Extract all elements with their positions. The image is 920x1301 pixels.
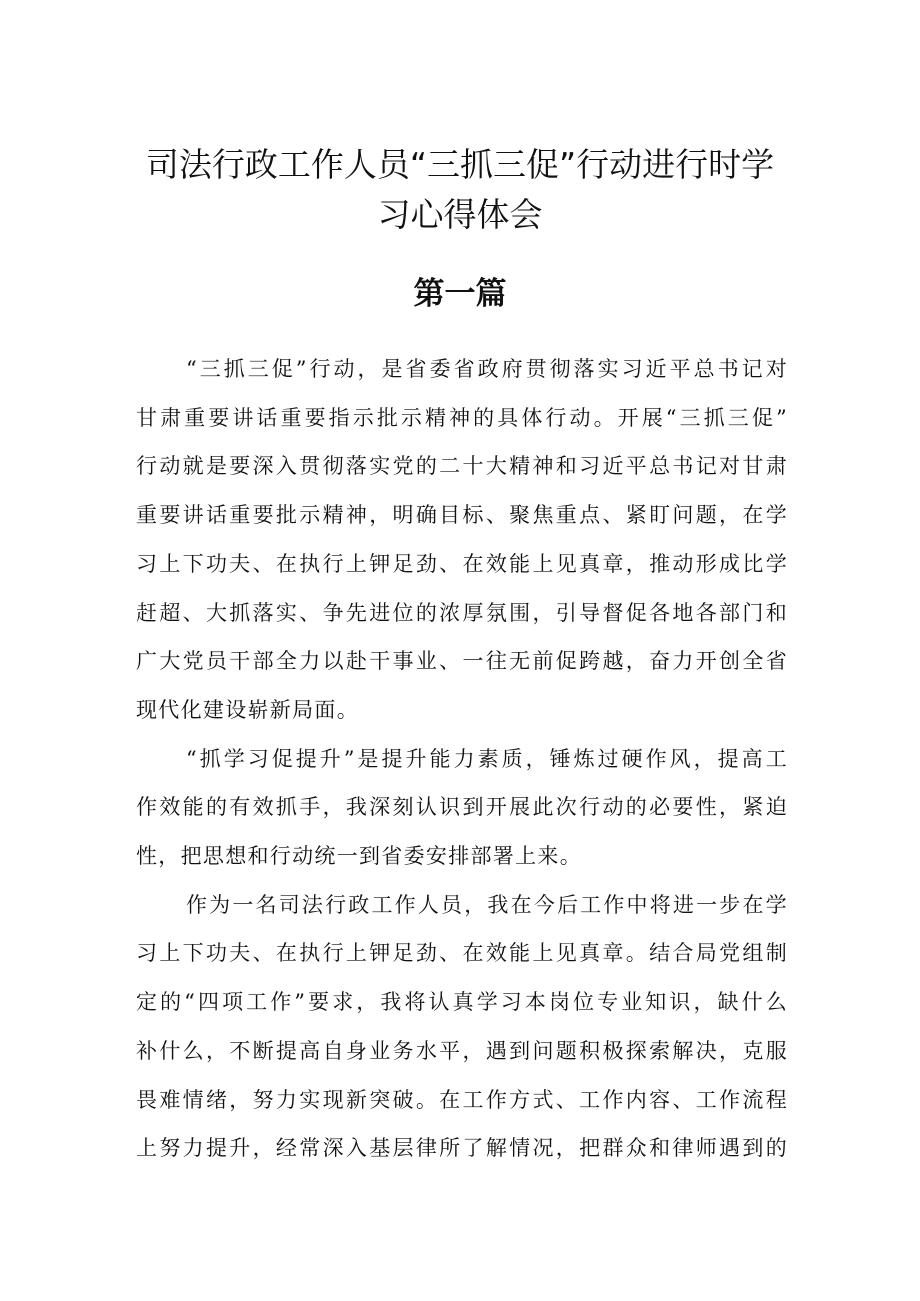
text-line: 上努力提升，经常深入基层律所了解情况，把群众和律师遇到的 — [136, 1136, 788, 1161]
section-heading: 第一篇 — [413, 276, 507, 312]
document-title — [130, 140, 790, 240]
text-line: 畏难情绪，努力实现新突破。在工作方式、工作内容、工作流程 — [136, 1087, 788, 1112]
title-line-1: 司法行政工作人员“三抓三促”行动进行时学 — [145, 145, 775, 184]
paragraph — [136, 881, 788, 1173]
text-line: 甘肃重要讲话重要指示批示精神的具体行动。开展“三抓三促” — [136, 405, 788, 430]
text-line: 广大党员干部全力以赴干事业、一往无前促跨越，奋力开创全省 — [136, 649, 788, 674]
text-line: 补什么，不断提高自身业务水平，遇到问题积极探索解决，克服 — [136, 1038, 788, 1063]
text-line: 现代化建设崭新局面。 — [136, 697, 359, 722]
paragraph — [136, 345, 788, 735]
document-body — [136, 345, 788, 1173]
text-line: 重要讲话重要批示精神，明确目标、聚焦重点、紧盯问题，在学 — [136, 503, 788, 528]
text-line: 行动就是要深入贯彻落实党的二十大精神和习近平总书记对甘肃 — [136, 454, 788, 479]
text-line: 定的“四项工作”要求，我将认真学习本岗位专业知识，缺什么 — [136, 990, 788, 1015]
text-line: “三抓三促”行动，是省委省政府贯彻落实习近平总书记对 — [186, 357, 788, 381]
text-line: 习上下功夫、在执行上钾足劲、在效能上见真章。结合局党组制 — [136, 941, 788, 966]
paragraph — [136, 735, 788, 881]
text-line: 赶超、大抓落实、争先进位的浓厚氛围，引导督促各地各部门和 — [136, 600, 788, 625]
text-line: “抓学习促提升”是提升能力素质，锤炼过硬作风，提高工 — [186, 746, 788, 771]
text-line: 作效能的有效抓手，我深刻认识到开展此次行动的必要性，紧迫 — [136, 795, 788, 820]
title-line-2: 习心得体会 — [377, 195, 543, 234]
text-line: 性，把思想和行动统一到省委安排部署上来。 — [136, 844, 582, 869]
text-line: 习上下功夫、在执行上钾足劲、在效能上见真章，推动形成比学 — [136, 551, 788, 576]
text-line: 作为一名司法行政工作人员，我在今后工作中将进一步在学 — [186, 892, 788, 917]
